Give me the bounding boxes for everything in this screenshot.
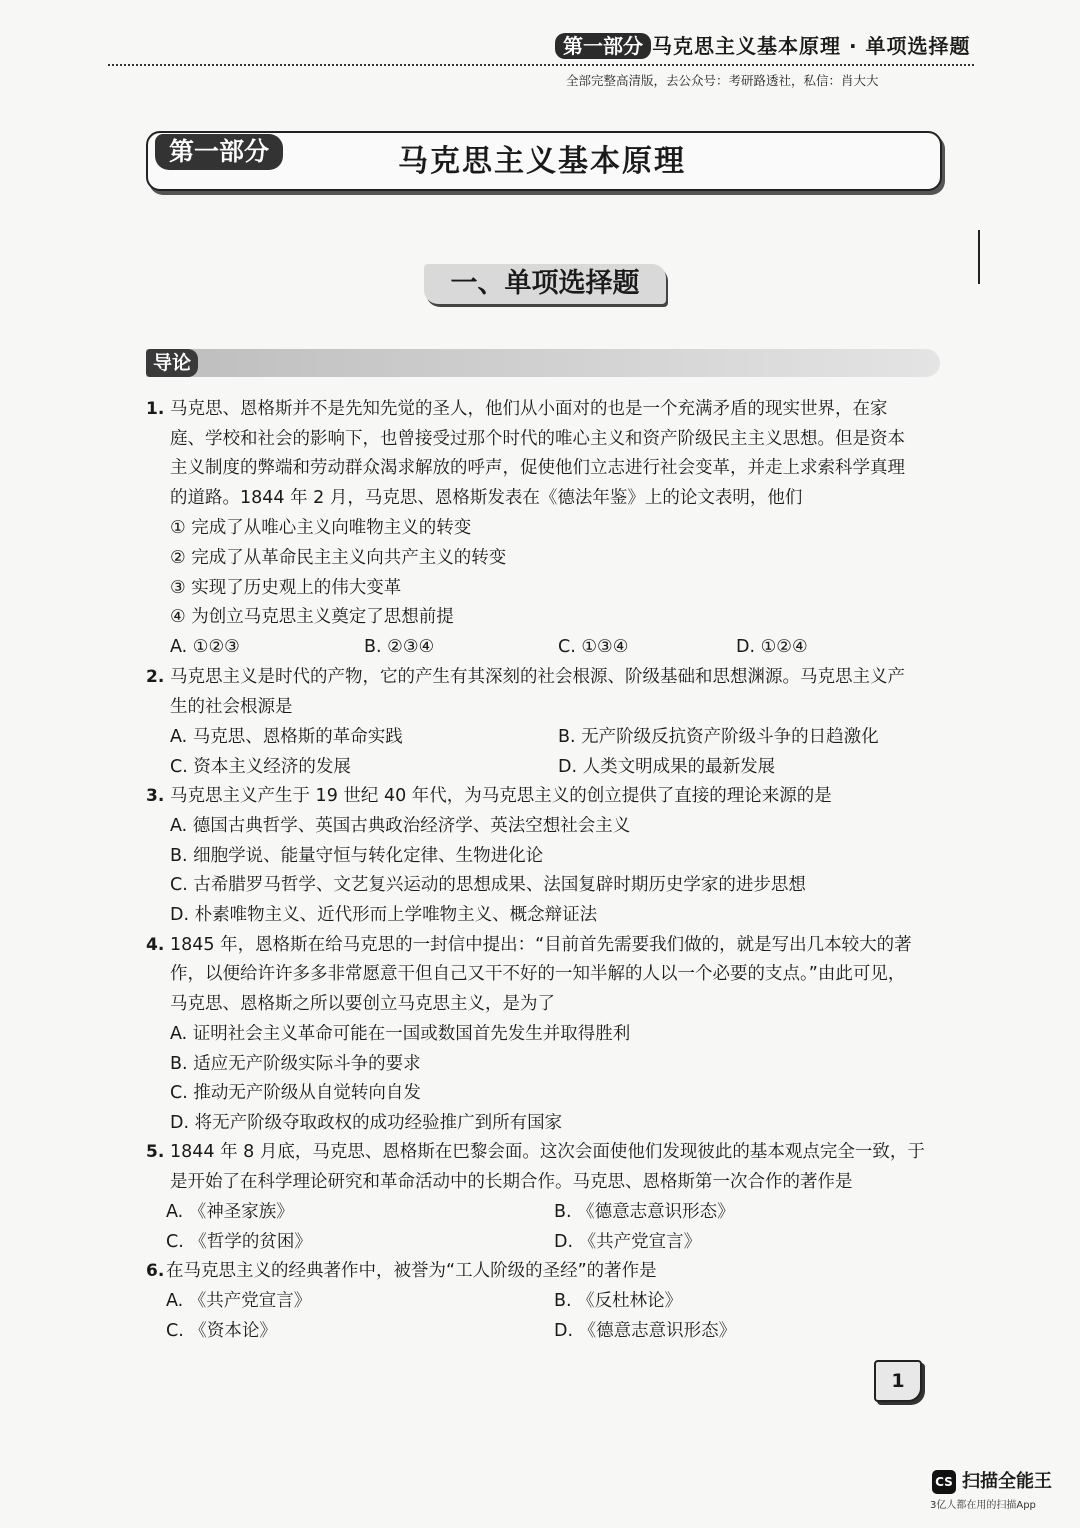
option-c: C. 古希腊罗马哲学、文艺复兴运动的思想成果、法国复辟时期历史学家的进步思想 <box>170 875 806 895</box>
question-text-line: 马克思、恩格斯之所以要创立马克思主义，是为了 <box>170 994 555 1014</box>
question-number: 1. <box>146 399 165 419</box>
question-text-line: 马克思主义是时代的产物，它的产生有其深刻的社会根源、阶级基础和思想渊源。马克思主义产 <box>170 667 905 687</box>
chapter-bar <box>146 349 940 377</box>
question-text-line: 的道路。1844 年 2 月，马克思、恩格斯发表在《德法年鉴》上的论文表明，他们 <box>170 488 803 508</box>
question-text-line: 马克思主义产生于 19 世纪 40 年代，为马克思主义的创立提供了直接的理论来源的是 <box>170 786 832 806</box>
option-c: C. ①③④ <box>558 637 629 657</box>
option-d: D. ①②④ <box>736 637 808 657</box>
option-b: B. 《反杜林论》 <box>554 1291 683 1311</box>
margin-mark <box>978 230 980 284</box>
section-title: 一、单项选择题 <box>450 268 640 299</box>
question-number: 3. <box>146 786 165 806</box>
option-a: A. 德国古典哲学、英国古典政治经济学、英法空想社会主义 <box>170 816 631 836</box>
option-a: A. 《神圣家族》 <box>166 1202 294 1222</box>
option-b: B. ②③④ <box>364 637 435 657</box>
option-a: A. 马克思、恩格斯的革命实践 <box>170 727 403 747</box>
option-b: B. 适应无产阶级实际斗争的要求 <box>170 1054 421 1074</box>
option-b: B. 无产阶级反抗资产阶级斗争的日趋激化 <box>558 727 879 747</box>
question-text-line: 马克思、恩格斯并不是先知先觉的圣人，他们从小面对的也是一个充满矛盾的现实世界，在家 <box>170 399 888 419</box>
option-a: A. 《共产党宣言》 <box>166 1291 312 1311</box>
question-number: 2. <box>146 667 165 687</box>
header-part-tag: 第一部分 <box>555 33 651 59</box>
page-number: 1 <box>874 1360 922 1402</box>
option-b: B. 《德意志意识形态》 <box>554 1202 735 1222</box>
watermark-subtitle: 3亿人都在用的扫描App <box>930 1500 1036 1511</box>
statement: ③ 实现了历史观上的伟大变革 <box>170 578 402 598</box>
question-number: 6. <box>146 1261 165 1281</box>
option-d: D. 人类文明成果的最新发展 <box>558 757 776 777</box>
part-banner-tag: 第一部分 <box>155 134 283 170</box>
option-d: D. 将无产阶级夺取政权的成功经验推广到所有国家 <box>170 1113 563 1133</box>
question-number: 4. <box>146 935 165 955</box>
question-text-line: 主义制度的弊端和劳动群众渴求解放的呼声，促使他们立志进行社会变革，并走上求索科学真理 <box>170 458 905 478</box>
question-text-line: 是开始了在科学理论研究和革命活动中的长期合作。马克思、恩格斯第一次合作的著作是 <box>170 1172 853 1192</box>
option-a: A. 证明社会主义革命可能在一国或数国首先发生并取得胜利 <box>170 1024 631 1044</box>
option-b: B. 细胞学说、能量守恒与转化定律、生物进化论 <box>170 846 544 866</box>
statement: ④ 为创立马克思主义奠定了思想前提 <box>170 607 454 627</box>
option-c: C. 《哲学的贫困》 <box>166 1232 312 1252</box>
option-a: A. ①②③ <box>170 637 240 657</box>
camscanner-logo-icon: CS <box>932 1470 956 1494</box>
part-banner-title: 马克思主义基本原理 <box>398 144 686 179</box>
statement: ① 完成了从唯心主义向唯物主义的转变 <box>170 518 472 538</box>
option-c: C. 《资本论》 <box>166 1321 277 1341</box>
option-d: D. 《德意志意识形态》 <box>554 1321 737 1341</box>
question-text-line: 作，以便给许许多多非常愿意干但自己又干不好的一知半解的人以一个必要的支点。”由此可见， <box>170 964 906 984</box>
header-title: 马克思主义基本原理 · 单项选择题 <box>652 34 971 58</box>
question-text-line: 在马克思主义的经典著作中，被誉为“工人阶级的圣经”的著作是 <box>166 1261 657 1281</box>
chapter-tag: 导论 <box>146 349 198 377</box>
option-d: D. 《共产党宣言》 <box>554 1232 702 1252</box>
option-c: C. 推动无产阶级从自觉转向自发 <box>170 1083 421 1103</box>
question-number: 5. <box>146 1142 165 1162</box>
question-text-line: 庭、学校和社会的影响下，也曾接受过那个时代的唯心主义和资产阶级民主主义思想。但是资本 <box>170 429 905 449</box>
option-d: D. 朴素唯物主义、近代形而上学唯物主义、概念辩证法 <box>170 905 598 925</box>
statement: ② 完成了从革命民主主义向共产主义的转变 <box>170 548 507 568</box>
header-note: 全部完整高清版，去公众号：考研路透社，私信：肖大大 <box>566 73 879 88</box>
header-divider <box>108 64 974 66</box>
watermark-name: 扫描全能王 <box>962 1471 1052 1492</box>
question-text-line: 1844 年 8 月底，马克思、恩格斯在巴黎会面。这次会面使他们发现彼此的基本观点完全一致，于 <box>170 1142 925 1162</box>
question-text-line: 生的社会根源是 <box>170 697 293 717</box>
question-text-line: 1845 年，恩格斯在给马克思的一封信中提出：“目前首先需要我们做的，就是写出几本较大的著 <box>170 935 912 955</box>
option-c: C. 资本主义经济的发展 <box>170 757 351 777</box>
